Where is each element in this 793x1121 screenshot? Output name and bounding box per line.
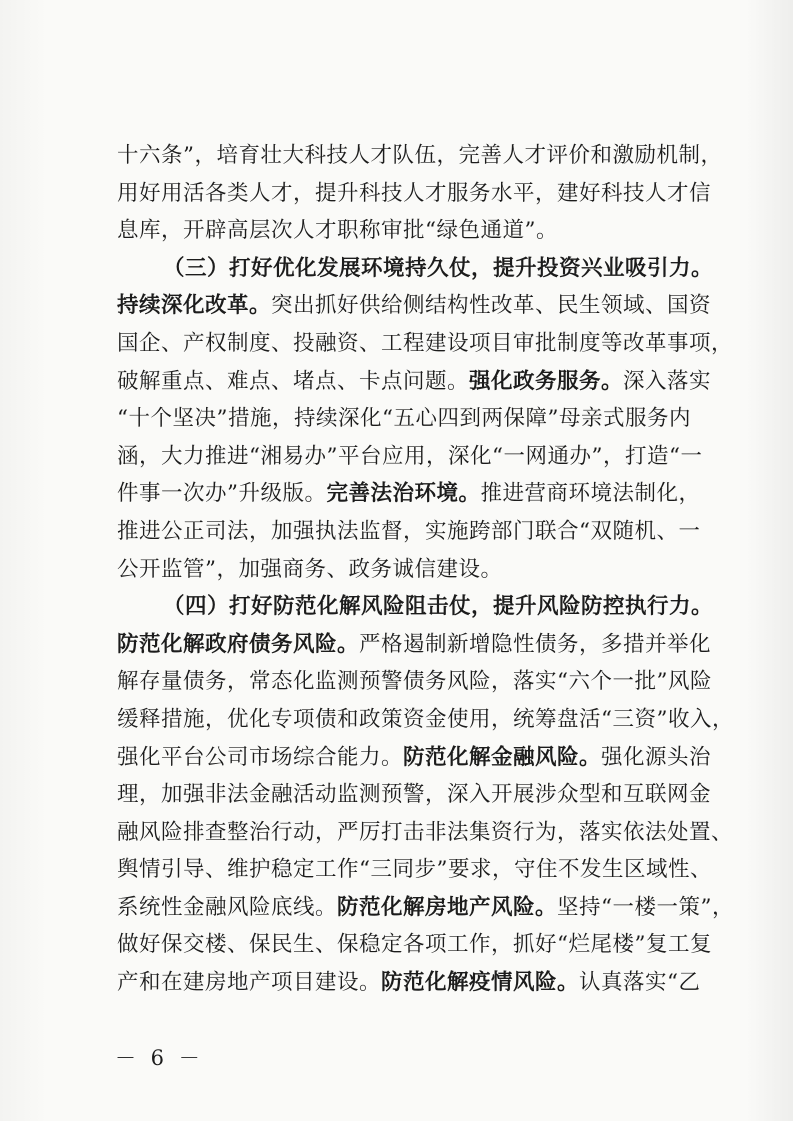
text-run: 国企、产权制度、投融资、工程建设项目审批制度等改革事项，: [117, 330, 734, 356]
text-run: 十六条”，培育壮大科技人才队伍，完善人才评价和激励机制，: [117, 143, 723, 168]
text-line: [117, 663, 712, 701]
text-line: [117, 626, 712, 664]
text-run: 件事一次办”升级版。: [117, 481, 327, 507]
text-line: [117, 400, 691, 438]
text-line: [117, 175, 712, 213]
text-line: [117, 438, 703, 476]
bold-heading-run: 持续深化改革。: [117, 293, 272, 319]
text-run: 破解重点、难点、堵点、卡点问题。: [117, 368, 470, 394]
text-run: 推进营商环境法制化，: [480, 481, 701, 507]
bold-heading-run: （三）打好优化发展环境持久仗，提升投资兴业吸引力。: [163, 255, 714, 281]
text-line: [117, 739, 712, 777]
text-line: [117, 551, 687, 589]
bold-heading-run: 防范化解疫情风险。: [381, 970, 580, 996]
text-line: [117, 250, 714, 288]
text-line: [117, 814, 734, 852]
text-line: [117, 137, 723, 175]
text-run: 理，加强非法金融活动监测预警，深入开展涉众型和互联网金: [117, 782, 712, 808]
bold-heading-run: 防范化解政府债务风险。: [117, 631, 360, 657]
text-line: [117, 475, 701, 513]
text-run: 强化平台公司市场综合能力。: [117, 744, 404, 770]
text-run: 产和在建房地产项目建设。: [117, 970, 382, 996]
text-line: [117, 588, 714, 626]
text-run: 系统性金融风险底线。: [117, 894, 338, 920]
text-run: 涵，大力推进“湘易办”平台应用，深化“一网通办”，打造“一: [117, 443, 703, 469]
text-line: [117, 212, 687, 250]
body-text: [117, 137, 735, 1002]
text-run: 缓释措施，优化专项债和政策资金使用，统筹盘活“三资”收入，: [117, 706, 734, 732]
text-run: 严格遏制新增隐性债务，多措并举化: [359, 631, 712, 657]
bold-heading-run: 完善法治环境。: [326, 481, 481, 507]
text-run: 解存量债务，常态化监测预警债务风险，落实“六个一批”风险: [117, 669, 712, 695]
text-run: 融风险排查整治行动，严厉打击非法集资行为，落实依法处置、: [117, 819, 734, 845]
text-line: [117, 363, 712, 401]
bold-heading-run: （四）打好防范化解风险阻击仗，提升风险防控执行力。: [163, 594, 714, 620]
text-run: 息库，开辟高层次人才职称审批“绿色通道”。: [117, 218, 558, 244]
text-run: 推进公正司法，加强执法监督，实施跨部门联合“双随机、一: [117, 518, 701, 544]
text-run: 突出抓好供给侧结构性改革、民生领域、国资: [271, 293, 712, 319]
text-run: 认真落实“乙: [579, 970, 701, 996]
bold-heading-run: 防范化解金融风险。: [403, 744, 602, 770]
text-run: 深入落实: [623, 368, 712, 394]
text-run: 用好用活各类人才，提升科技人才服务水平，建好科技人才信: [117, 180, 712, 206]
text-line: [117, 287, 712, 325]
text-line: [117, 776, 712, 814]
text-line: [117, 964, 701, 1002]
text-run: “十个坚决”措施，持续深化“五心四到两保障”母亲式服务内: [117, 406, 691, 432]
text-line: [117, 513, 701, 551]
text-line: [117, 926, 712, 964]
text-run: 做好保交楼、保民生、保稳定各项工作，抓好“烂尾楼”复工复: [117, 932, 712, 958]
text-run: 坚持“一楼一策”，: [557, 894, 735, 920]
text-line: [117, 325, 734, 363]
text-run: 舆情引导、维护稳定工作“三同步”要求，守住不发生区域性、: [117, 857, 712, 883]
text-line: [117, 701, 734, 739]
text-run: 强化源头治: [601, 744, 712, 770]
bold-heading-run: 强化政务服务。: [469, 368, 624, 394]
bold-heading-run: 防范化解房地产风险。: [337, 894, 558, 920]
text-run: 公开监管”，加强商务、政务诚信建设。: [117, 556, 503, 582]
text-line: [117, 851, 712, 889]
text-line: [117, 889, 735, 927]
page-number: － 6 －: [115, 1046, 204, 1070]
